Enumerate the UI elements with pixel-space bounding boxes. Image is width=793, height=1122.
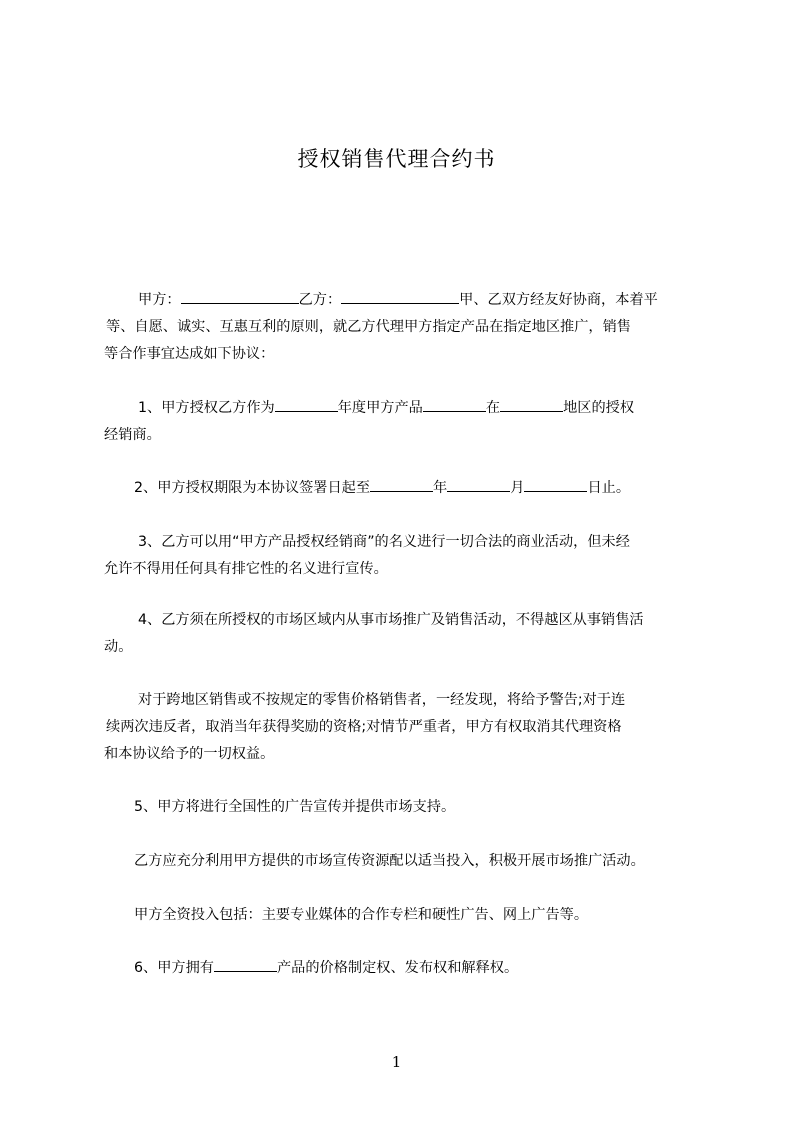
clause-2-text-a: 2、甲方授权期限为本协议签署日起至: [134, 480, 371, 496]
clause-6-text-a: 6、甲方拥有: [134, 960, 214, 976]
clause-6-text-b: 产品的价格制定权、发布权和解释权。: [276, 960, 519, 976]
clause-5-note-1: 乙方应充分利用甲方提供的市场宣传资源配以适当投入，积极开展市场推广活动。: [134, 853, 645, 869]
clause-5-line-1: 5、甲方将进行全国性的广告宣传并提供市场支持。: [134, 799, 456, 815]
intro-line-3: 等合作事宜达成如下协议：: [104, 346, 275, 362]
clause-4-note-line-2: 续两次违反者，取消当年获得奖励的资格;对情节严重者，甲方有权取消其代理资格: [106, 719, 622, 735]
intro-line-1: [104, 287, 708, 314]
clause-2-line-1: [104, 475, 738, 502]
clause-3-line-2: 允许不得用任何具有排它性的名义进行宣传。: [104, 561, 388, 577]
clause-1-text-a: 1、甲方授权乙方作为: [138, 400, 275, 416]
clause-3-line-1: 3、乙方可以用“甲方产品授权经销商”的名义进行一切合法的商业活动，但未经: [138, 534, 630, 550]
clause-1-text-d: 地区的授权: [563, 400, 635, 416]
document-title: 授权销售代理合约书: [297, 147, 496, 171]
clause-1-line-1: [104, 395, 742, 422]
end-day-blank: [524, 477, 587, 492]
intro-line-2: 等、自愿、诚实、互惠互利的原则，就乙方代理甲方指定产品在指定地区推广，销售: [106, 319, 631, 335]
party-b-blank: [341, 289, 459, 304]
party-a-blank: [181, 289, 299, 304]
region-blank: [500, 397, 563, 412]
end-month-blank: [447, 477, 510, 492]
end-year-blank: [370, 477, 433, 492]
clause-4-line-2: 动。: [104, 639, 133, 655]
clause-4-note-line-1: 对于跨地区销售或不按规定的零售价格销售者，一经发现，将给予警告;对于连: [138, 692, 626, 708]
clause-1-line-2: 经销商。: [104, 427, 161, 443]
clause-4-line-1: 4、乙方须在所授权的市场区域内从事市场推广及销售活动，不得越区从事销售活: [138, 612, 644, 628]
clause-1-text-b: 年度甲方产品: [337, 400, 423, 416]
clause-4-note-line-3: 和本协议给予的一切权益。: [104, 746, 275, 762]
page-number: 1: [391, 1053, 402, 1071]
clause-2-text-d: 日止。: [587, 480, 631, 496]
clause-6-blank: [214, 957, 277, 972]
year-blank: [275, 397, 338, 412]
clause-5-note-2: 甲方全资投入包括：主要专业媒体的合作专栏和硬性广告、网上广告等。: [134, 907, 589, 923]
party-a-label: 甲方：: [138, 292, 181, 308]
product-blank: [423, 397, 486, 412]
clause-2-text-b: 年: [433, 480, 448, 496]
clause-6-line-1: [104, 955, 738, 982]
clause-1-text-c: 在: [485, 400, 501, 416]
party-b-label: 乙方：: [298, 292, 342, 308]
clause-2-text-c: 月: [510, 480, 525, 496]
intro-line-1-tail: 甲、乙双方经友好协商，本着平: [459, 292, 658, 308]
